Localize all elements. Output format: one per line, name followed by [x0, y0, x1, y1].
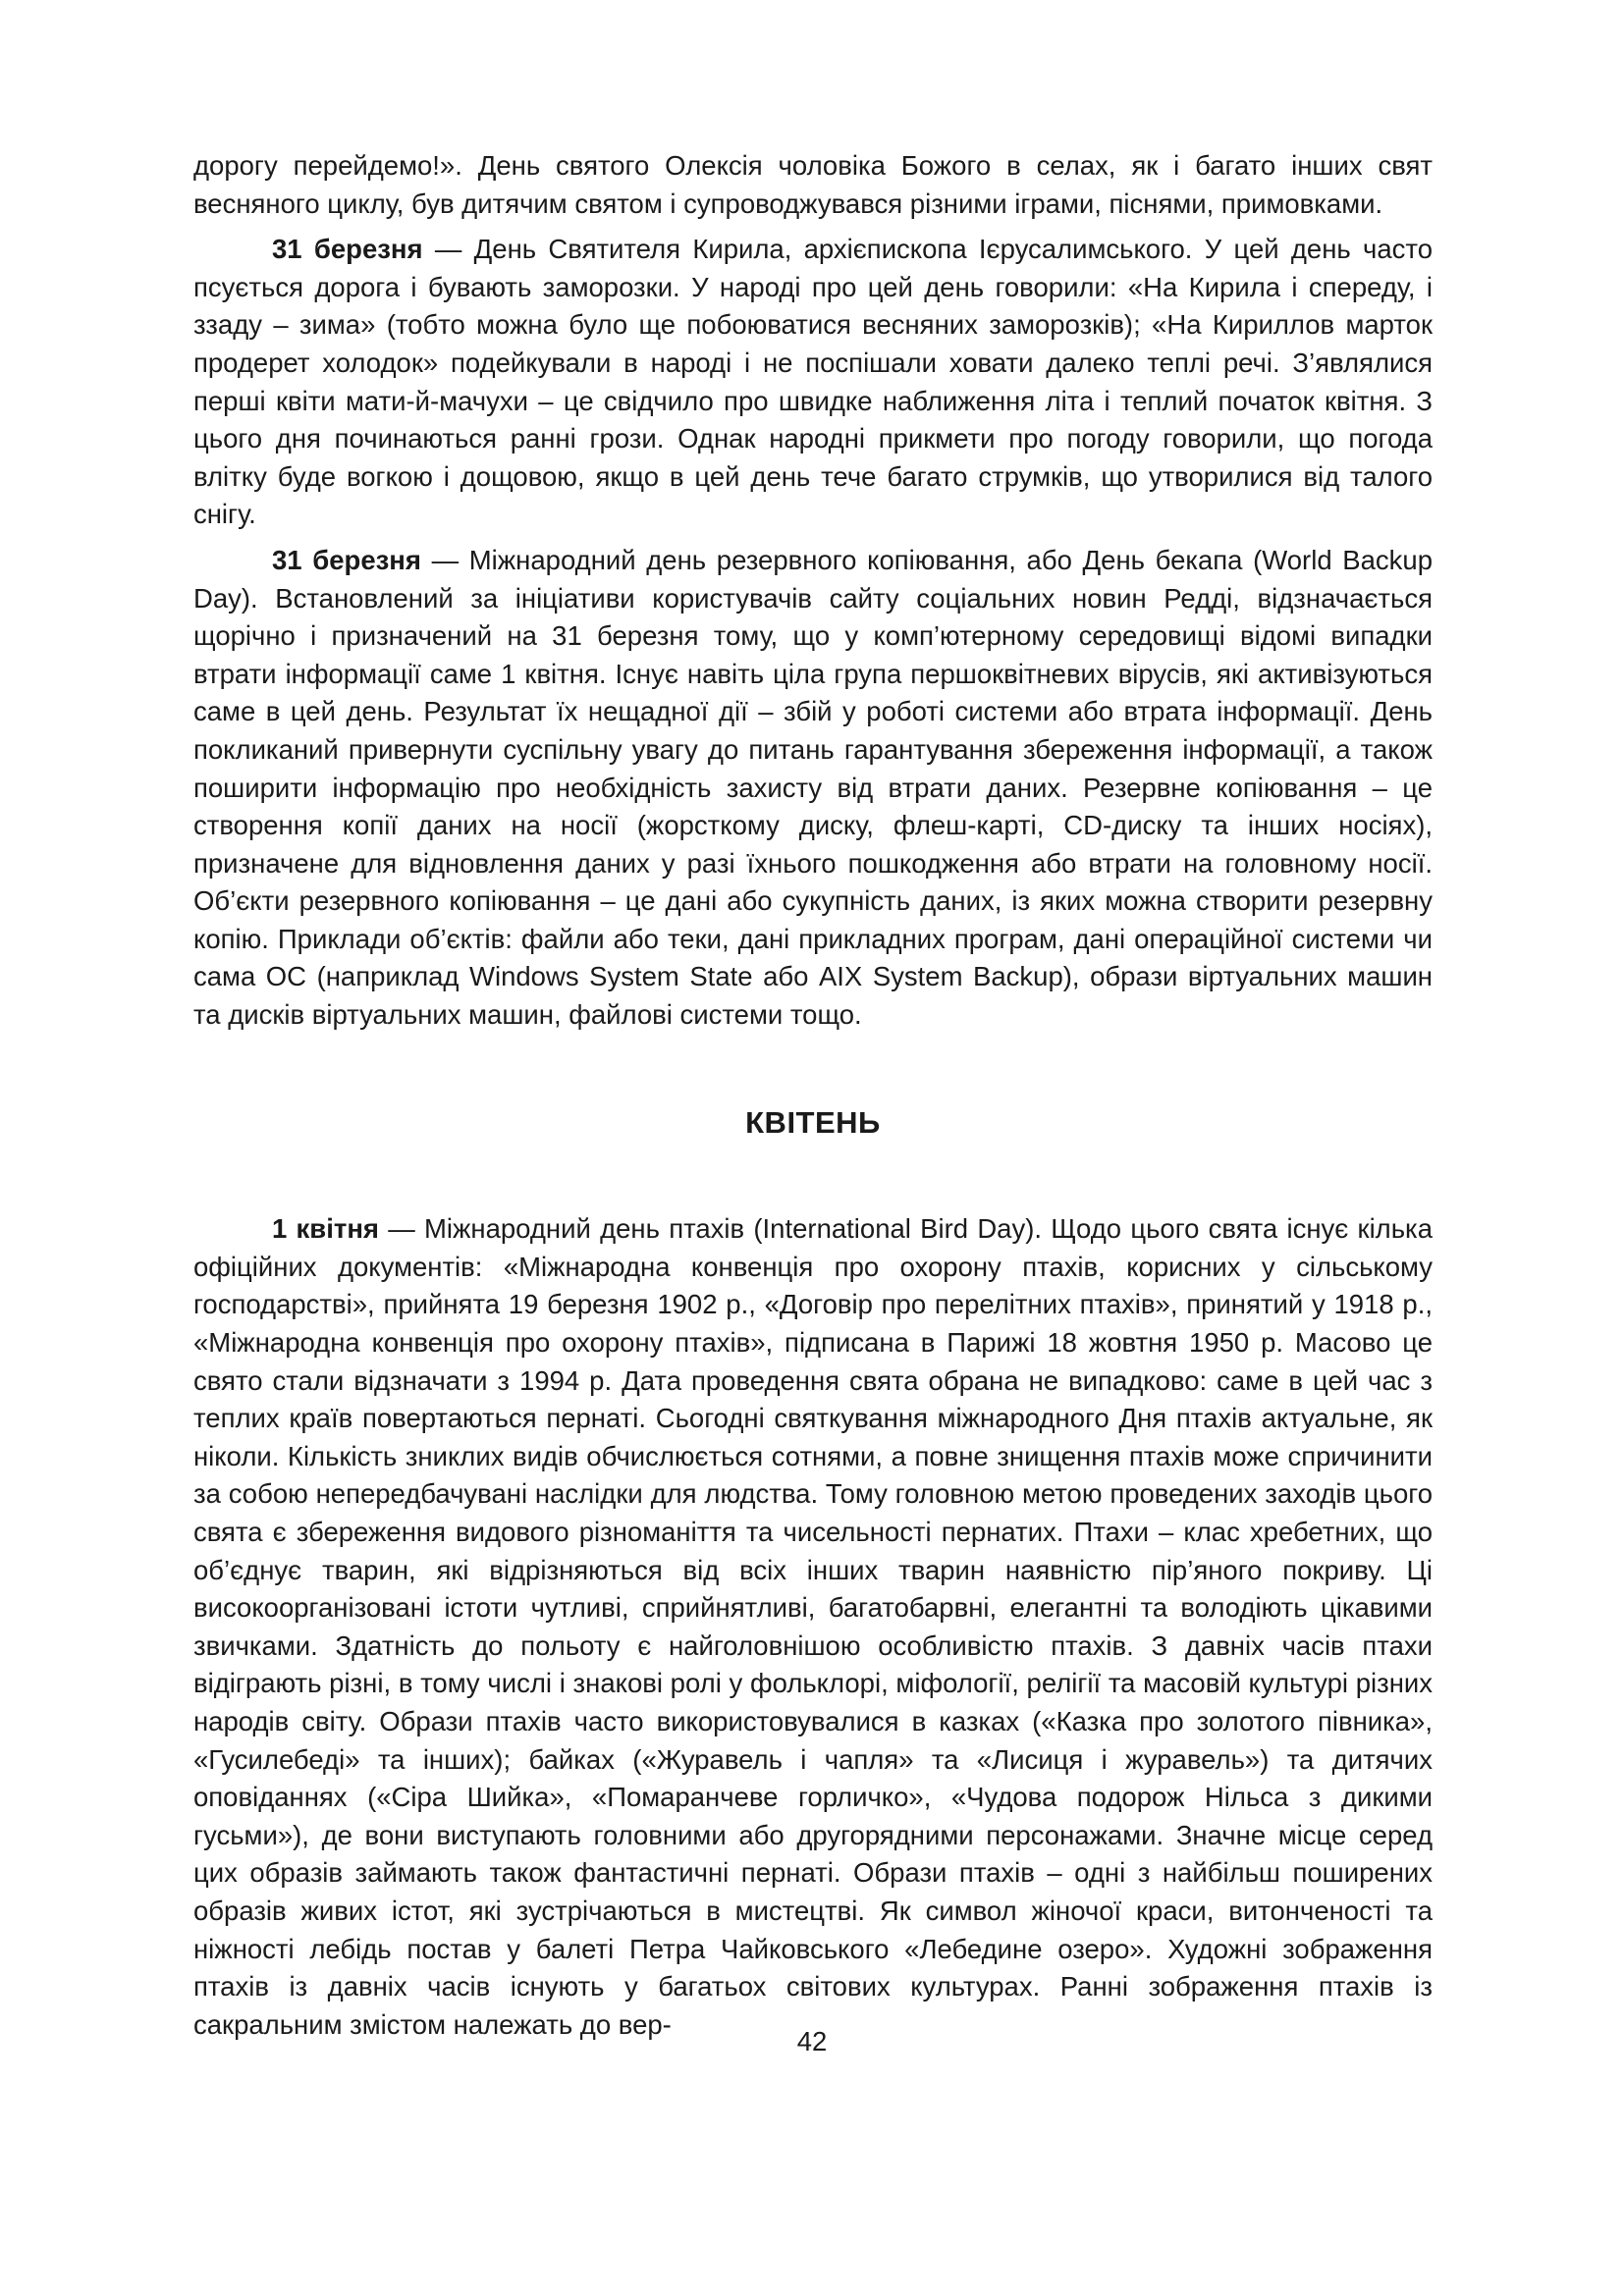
- continuation-paragraph: [193, 147, 1433, 223]
- entry-date: 1 квітня: [272, 1213, 379, 1245]
- entry-paragraph-backup-day: [193, 542, 1433, 1035]
- entry-paragraph-cyril: [193, 231, 1433, 534]
- section-heading: КВІТЕНЬ: [745, 1104, 881, 1140]
- entry-paragraph-bird-day: [193, 1210, 1433, 2044]
- page-number: 42: [796, 2026, 828, 2056]
- entry-text: — Міжнародний день птахів (International Bird Day). Щодо цього свята існує кілька офіційних документів: «Міжнародна конвенція про охорону птахів, корисних у сільському господарстві», прийнята 19 березня 1902 р., «Договір про перелітних птахів», принятий у 1918 р., «Міжнародна конвенція про охорону птахів», підписана в Парижі 18 жовтня 1950 р. Масово це свято стали відзначати з 1994 р. Дата проведення свята обрана не випадково: саме в цей час з теплих країв повертаються пернаті. Сьогодні святкування міжнародного Дня птахів актуальне, як ніколи. Кількість зниклих видів обчислюється сотнями, а повне знищення птахів може спричинити за собою непередбачувані наслідки для людства. Тому головною метою проведених заходів цього свята є збереження видового різноманіття та чисельності пернатих. Птахи – клас хребетних, що об’єднує тварин, які відрізняються від всіх інших тварин наявністю пір’яного покриву. Ці високоорганізовані істоти чутливі, сприйнятливі, багатобарвні, елегантні та володіють цікавими звичками. Здатність до польоту є найголовнішою особливістю птахів. З давніх часів птахи відіграють різні, в тому числі і знакові ролі у фольклорі, міфології, релігії та масовій культурі різних народів світу. Образи птахів часто використовувалися в казках («Казка про золотого півника», «Гусилебеді» та інших); байках («Журавель і чапля» та «Лисиця і журавель») та дитячих оповіданнях («Сіра Шийка», «Помаранчеве горличко», «Чудова подорож Нільса з дикими гусьми»), де вони виступають головними або другорядними персонажами. Значне місце серед цих образів займають також фантастичні пернаті. Образи птахів – одні з найбільш поширених образів живих істот, які зустрічаються в мистецтві. Як символ жіночої краси, витонченості та ніжності лебідь постав у балеті Петра Чайковського «Лебедине озеро». Художні зображення птахів із давніх часів існують у багатьох світових культурах. Ранні зображення птахів із сакральним змістом належать до вер-: [193, 1213, 1433, 2040]
- continuation-text: дорогу перейдемо!». День святого Олексія чоловіка Божого в селах, як і багато інших свят весняного циклу, був дитячим святом і супроводжувався різними іграми, піснями, примовками.: [193, 150, 1433, 219]
- entry-text: — День Святителя Кирила, архієпископа Ієрусалимського. У цей день часто псується дорога і бувають заморозки. У народі про цей день говорили: «На Кирила і спереду, і ззаду – зима» (тобто можна було ще побоюватися весняних заморозків); «На Кириллов марток продерет холодок» подейкували в народі і не поспішали ховати далеко теплі речі. З’являлися перші квіти мати-й-мачухи – це свідчило про швидке наближення літа і теплий початок квітня. З цього дня починаються ранні грози. Однак народні прикмети про погоду говорили, що погода влітку буде вогкою і дощовою, якщо в цей день тече багато струмків, що утворилися від талого снігу.: [193, 234, 1433, 530]
- entry-date: 31 березня: [272, 234, 423, 265]
- body-text: [193, 147, 1433, 2052]
- entry-date: 31 березня: [272, 544, 421, 575]
- entry-text: — Міжнародний день резервного копіювання, або День бекапа (World Backup Day). Встановлений за ініціативи користувачів сайту соціальних новин Редді, відзначається щорічно і призначений на 31 березня тому, що у комп’ютерному середовищі відомі випадки втрати інформації саме 1 квітня. Існує навіть ціла група першоквітневих вірусів, які активізуються саме в цей день. Результат їх нещадної дії – збій у роботі системи або втрата інформації. День покликаний привернути суспільну увагу до питань гарантування збереження інформації, а також поширити інформацію про необхідність захисту від втрати даних. Резервне копіювання – це створення копії даних на носії (жорсткому диску, флеш-карті, CD-диску та інших носіях), призначене для відновлення даних у разі їхнього пошкодження або втрати на головному носії. Об’єкти резервного копіювання – це дані або сукупність даних, із яких можна створити резервну копію. Приклади об’єктів: файли або теки, дані прикладних програм, дані операційної системи чи сама ОС (наприклад Windows System State або AIX System Backup), образи віртуальних машин та дисків віртуальних машин, файлові системи тощо.: [193, 544, 1433, 1031]
